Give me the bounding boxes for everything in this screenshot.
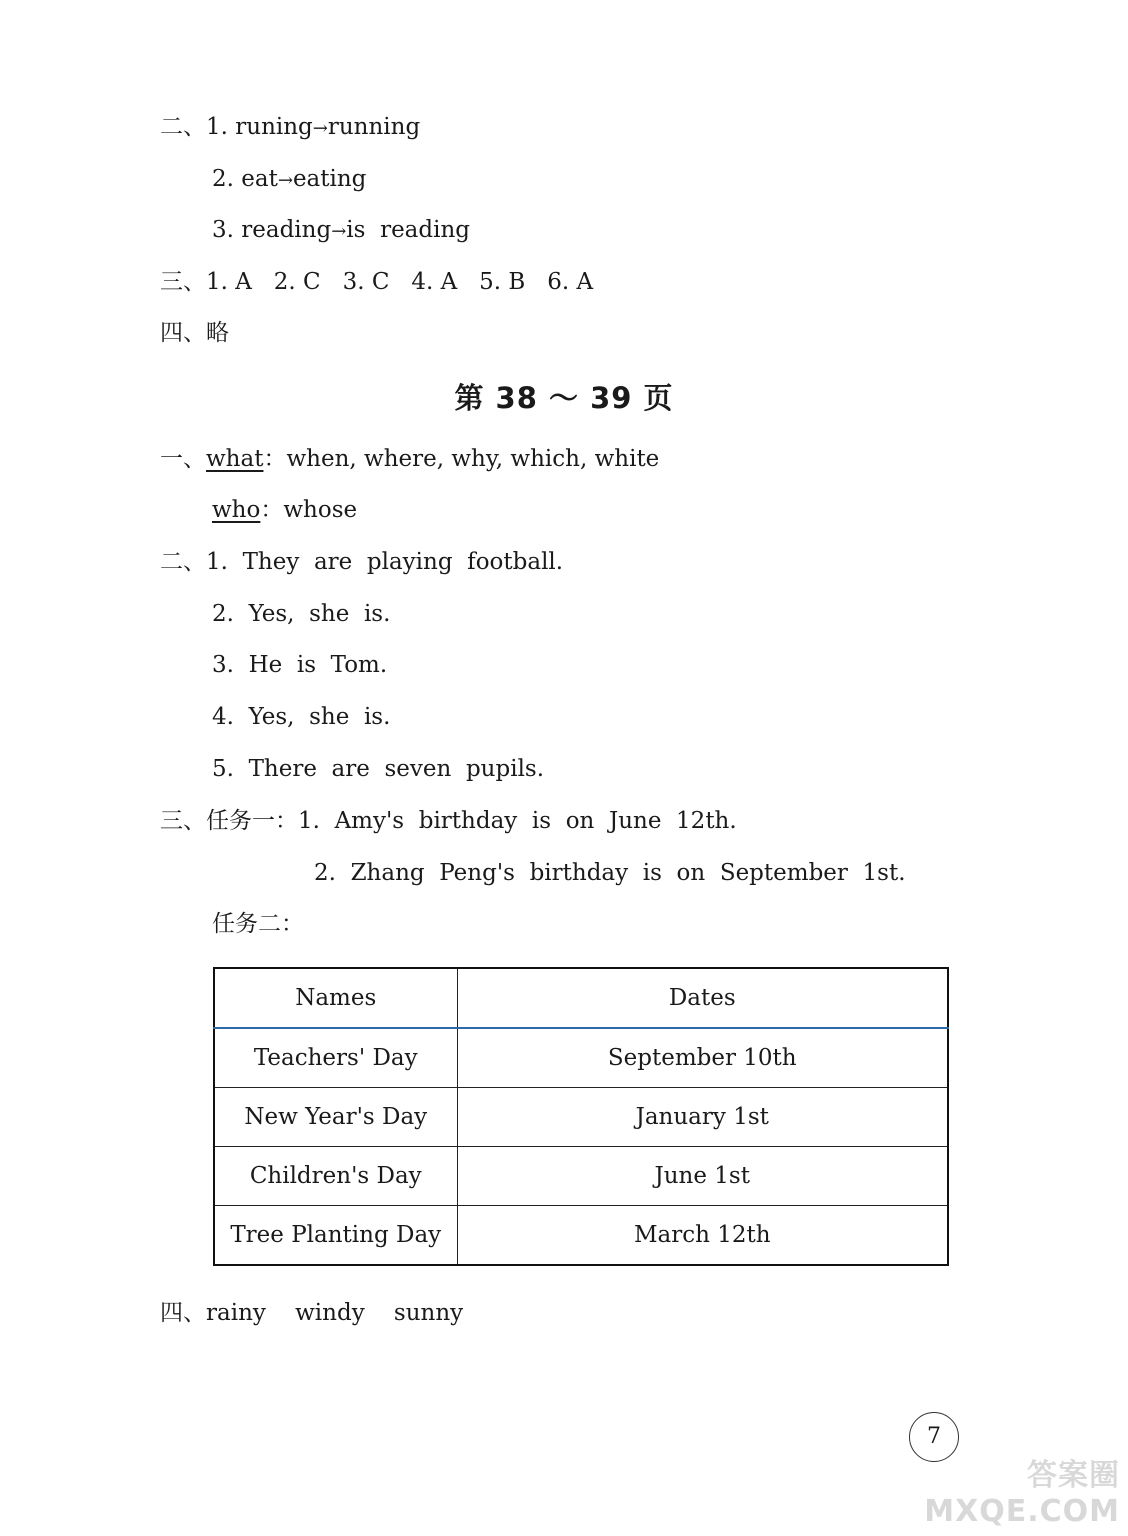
table-header-row — [214, 968, 948, 1028]
section-marker: 四、 — [160, 320, 206, 346]
page-number: 7 — [909, 1412, 959, 1462]
answer-line: 3. He is Tom. — [212, 652, 388, 678]
table-cell: Teachers' Day — [214, 1028, 457, 1088]
table-cell: January 1st — [457, 1088, 948, 1147]
answer-line: 二、1. They are playing football. — [160, 549, 564, 575]
holiday-table — [213, 967, 949, 1266]
table-cell: March 12th — [457, 1206, 948, 1266]
table-cell: June 1st — [457, 1147, 948, 1206]
answer-line: 三、1. A 2. C 3. C 4. A 5. B 6. A — [160, 269, 594, 295]
table-row — [214, 1028, 948, 1088]
answer-line: who：whose — [212, 497, 358, 523]
answer-line: 四、略 — [160, 320, 229, 346]
section-marker: 三、 — [160, 808, 206, 834]
table-cell: Children's Day — [214, 1147, 457, 1206]
section-marker: 二、 — [160, 114, 206, 140]
underlined-word: who — [212, 497, 261, 523]
answer-line: 3. reading→is reading — [212, 217, 471, 243]
arrow-icon: → — [331, 221, 347, 242]
table-cell: Tree Planting Day — [214, 1206, 457, 1266]
table-cell: September 10th — [457, 1028, 948, 1088]
section-marker: 一、 — [160, 446, 206, 472]
column-header: Dates — [457, 968, 948, 1028]
page-title: 第 38 ～ 39 页 — [454, 381, 674, 415]
answer-line: 四、rainy windy sunny — [160, 1300, 464, 1326]
task-label: 任务一： — [206, 808, 298, 834]
table-cell: New Year's Day — [214, 1088, 457, 1147]
answer-line: 2. Yes, she is. — [212, 601, 391, 627]
watermark: 答案圈 MXQE.COM — [924, 1458, 1120, 1529]
answer-line: 一、what：when, where, why, which, white — [160, 446, 660, 472]
arrow-icon: → — [312, 118, 328, 139]
underlined-word: what — [206, 446, 264, 472]
section-marker: 四、 — [160, 1300, 206, 1326]
table-row — [214, 1206, 948, 1266]
answer-line: 三、任务一：1. Amy's birthday is on June 12th. — [160, 808, 737, 834]
answer-line: 2. Zhang Peng's birthday is on September 1st. — [314, 860, 906, 886]
table-row — [214, 1088, 948, 1147]
answer-line: 二、1. runing→running — [160, 114, 421, 140]
answer-line: 4. Yes, she is. — [212, 704, 391, 730]
section-marker: 三、 — [160, 269, 206, 295]
task-label: 任务二： — [212, 911, 304, 937]
answer-line: 2. eat→eating — [212, 166, 367, 192]
arrow-icon: → — [277, 170, 293, 191]
section-marker: 二、 — [160, 549, 206, 575]
answer-line: 5. There are seven pupils. — [212, 756, 545, 782]
column-header: Names — [214, 968, 457, 1028]
table-row — [214, 1147, 948, 1206]
